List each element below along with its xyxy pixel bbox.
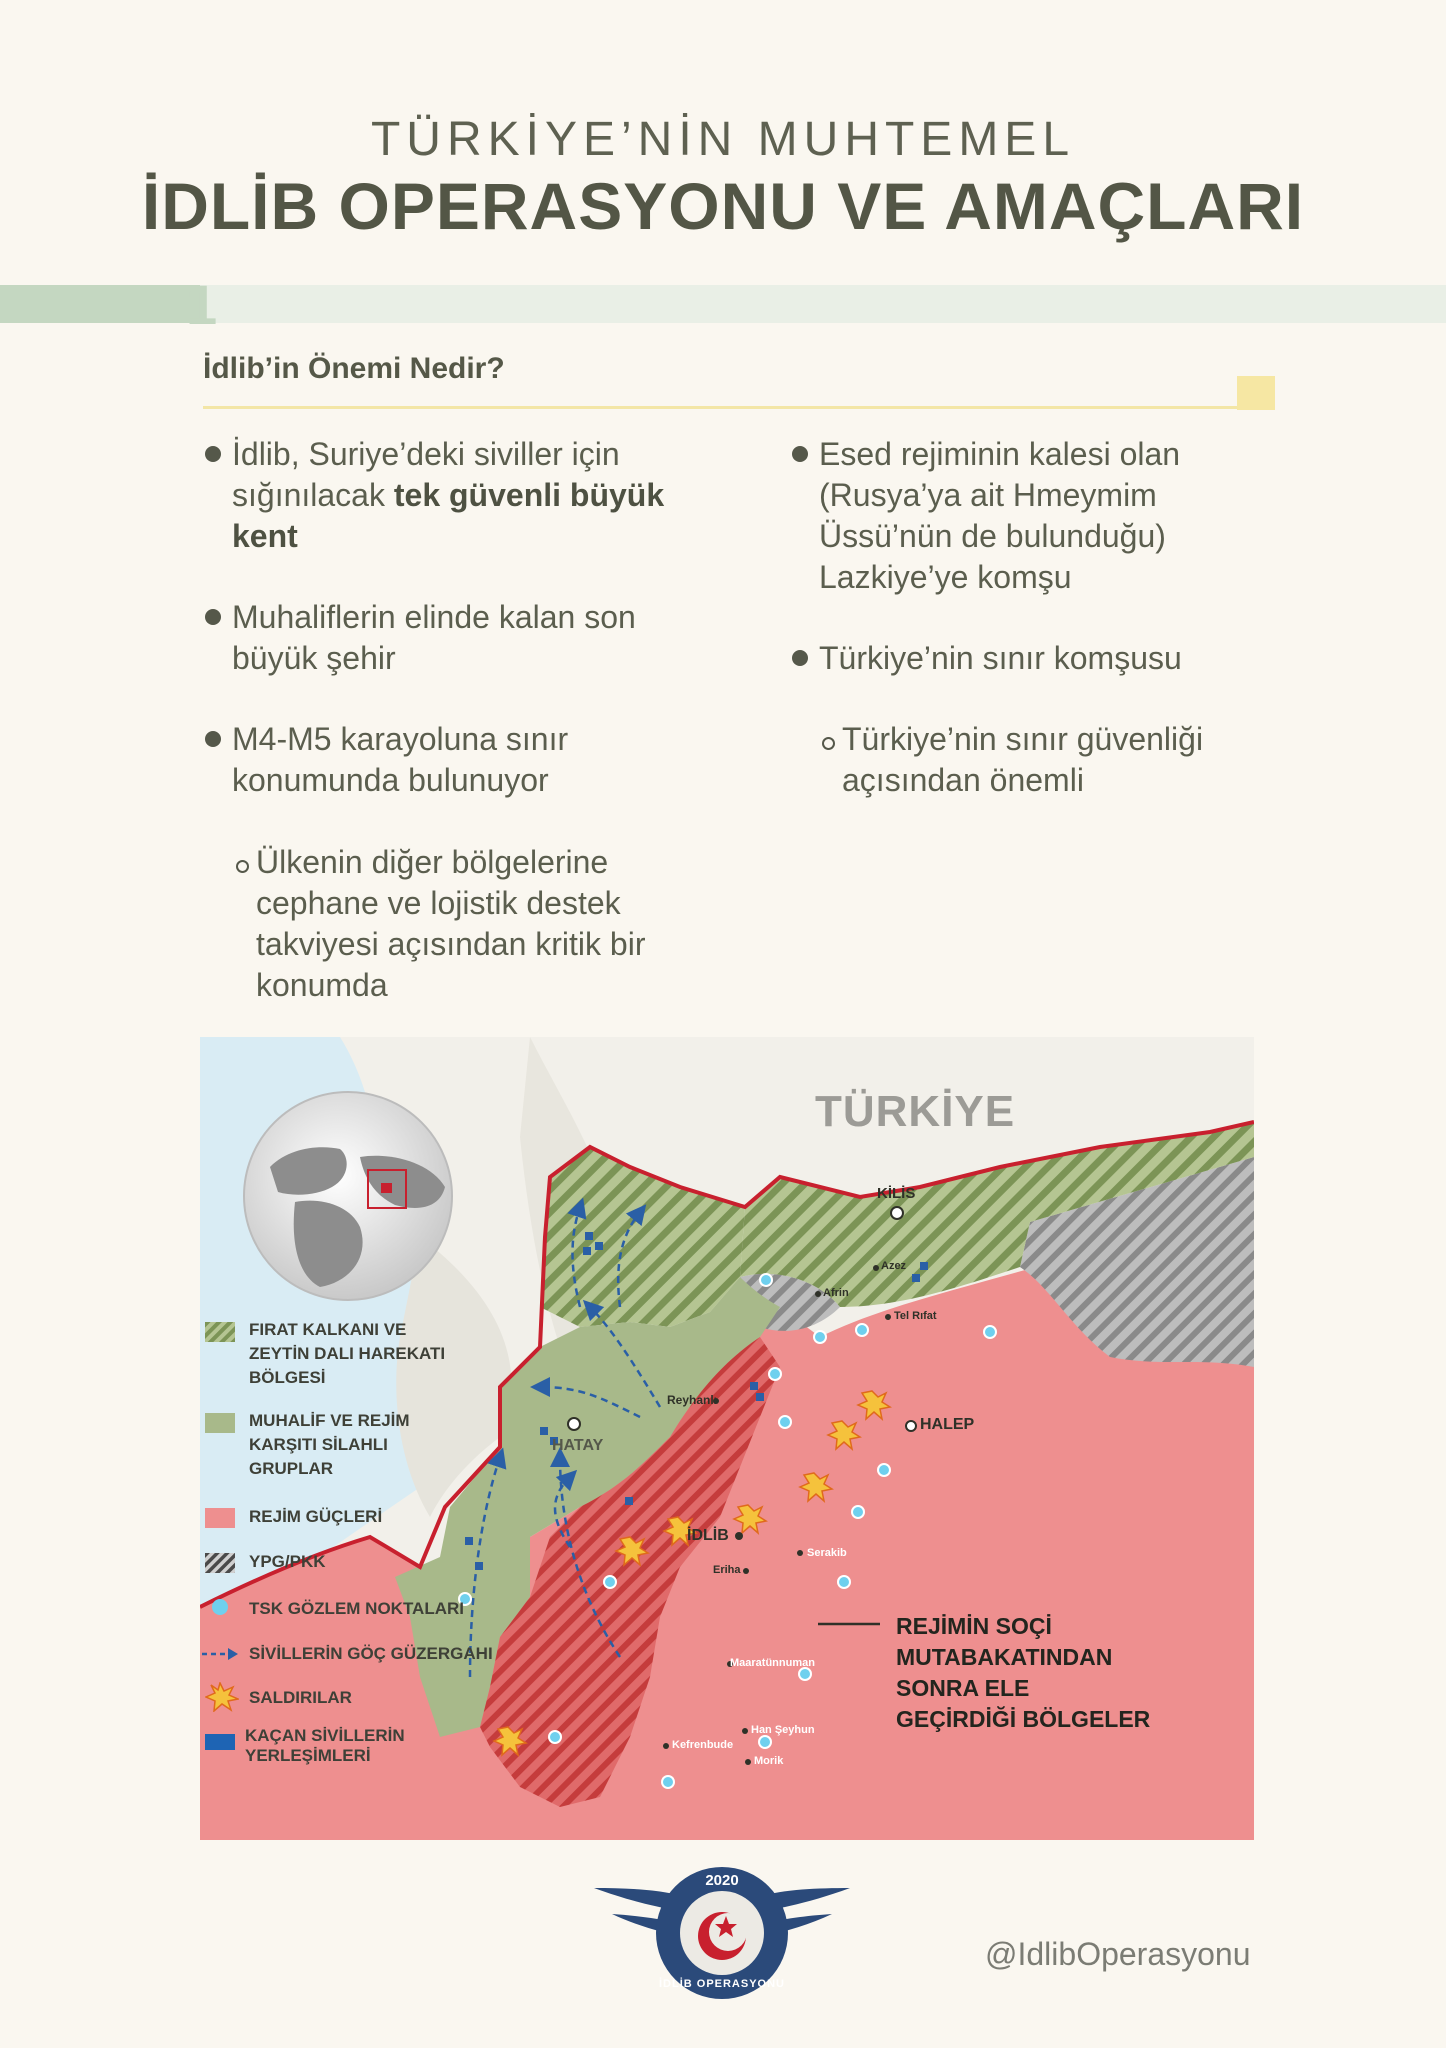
explosion-icon	[205, 1682, 239, 1712]
bullet-dot-icon	[205, 446, 221, 462]
callout-line-1: REJİMİN SOÇİ	[896, 1613, 1052, 1639]
legend-text: SİVİLLERİN GÖÇ GÜZERGAHI	[249, 1644, 493, 1663]
bullet-dot-icon	[205, 609, 221, 625]
callout-line-3: SONRA ELE	[896, 1675, 1030, 1701]
city-label-tel-rifat: Tel Rıfat	[894, 1310, 937, 1322]
bullet-dot-icon	[205, 731, 221, 747]
logo-text: İDLİB OPERASYONU	[658, 1978, 785, 1990]
bullet-item	[205, 719, 705, 801]
city-label-serakib: Serakib	[807, 1547, 847, 1559]
city-label-eriha: Eriha	[713, 1564, 741, 1576]
bullet-text: M4-M5 karayoluna sınır	[232, 721, 569, 757]
sub-bullet-item	[822, 719, 1272, 801]
bullet-text: İdlib, Suriye’deki siviller için	[232, 436, 620, 472]
bullet-bold-text: kent	[232, 518, 298, 554]
bullet-text: Esed rejiminin kalesi olan	[819, 436, 1181, 472]
bullet-item	[205, 597, 705, 679]
bullet-text: Türkiye’nin sınır güvenliği	[842, 721, 1204, 757]
bullet-text: konumunda bulunuyor	[232, 762, 549, 798]
bullet-item	[205, 434, 705, 557]
bullet-dot-icon	[792, 446, 808, 462]
title-line-1: TÜRKİYE’NİN MUHTEMEL	[370, 113, 1076, 166]
red-solid-icon	[205, 1508, 235, 1528]
grey-hatch-icon	[205, 1553, 235, 1573]
globe-highlight-fill	[381, 1183, 392, 1193]
city-label-azez: Azez	[881, 1260, 907, 1272]
bullet-item	[792, 638, 1272, 679]
sub-bullet-circle-icon	[236, 860, 249, 873]
city-label-kilis: KİLİS	[877, 1185, 916, 1202]
bullet-text: Lazkiye’ye komşu	[819, 559, 1072, 595]
legend-text: FIRAT KALKANI VE	[249, 1320, 407, 1339]
dashed-arrow-icon	[201, 1644, 239, 1664]
bullet-text: takviyesi açısından kritik bir	[256, 926, 646, 962]
legend-text: GRUPLAR	[249, 1459, 334, 1478]
section-band-accent	[0, 285, 200, 323]
operation-logo	[592, 1858, 852, 2008]
legend-text: TSK GÖZLEM NOKTALARI	[249, 1599, 464, 1618]
city-label-kefrenbude: Kefrenbude	[672, 1739, 734, 1751]
city-label-halep: HALEP	[920, 1416, 975, 1433]
city-label-maaratunnuman: Maaratünnuman	[730, 1657, 815, 1669]
bullet-text: Türkiye’nin sınır komşusu	[819, 640, 1182, 676]
city-label-afrin: Afrin	[823, 1287, 849, 1299]
blue-square-icon	[205, 1734, 235, 1750]
bullet-text: açısından önemli	[842, 762, 1084, 798]
legend-text: MUHALİF VE REJİM	[249, 1411, 410, 1430]
green-solid-icon	[205, 1413, 235, 1433]
bullet-text: sığınılacak	[232, 477, 394, 513]
bullet-text: cephane ve lojistik destek	[256, 885, 621, 921]
section-underline	[203, 406, 1275, 409]
city-label-hatay: HATAY	[552, 1437, 604, 1454]
bullet-bold-text: tek güvenli büyük	[393, 477, 665, 513]
section-band	[200, 285, 1446, 323]
page-title: İDLİB OPERASYONU VE AMAÇLARI	[141, 169, 1305, 243]
bullet-text: büyük şehir	[232, 640, 396, 676]
bullet-item	[792, 434, 1272, 598]
legend-text: BÖLGESİ	[249, 1368, 326, 1387]
bullet-dot-icon	[792, 650, 808, 666]
city-label-reyhanli: Reyhanlı	[667, 1393, 718, 1407]
sub-bullet-circle-icon	[822, 737, 835, 750]
section-underline-box	[1237, 376, 1275, 410]
legend-text: SALDIRILAR	[249, 1688, 352, 1707]
country-label-turkiye: TÜRKİYE	[815, 1087, 1016, 1136]
callout-line-4: GEÇİRDİĞİ BÖLGELER	[896, 1706, 1151, 1732]
bullet-text: (Rusya’ya ait Hmeymim	[819, 477, 1157, 513]
sub-bullet-item	[236, 842, 706, 1006]
callout-text	[896, 1611, 1150, 1735]
city-label-morik: Morik	[754, 1755, 784, 1767]
bullet-text: Üssü’nün de bulunduğu)	[819, 518, 1166, 554]
social-handle[interactable]: @IdlibOperasyonu	[985, 1936, 1251, 1972]
legend-text: YERLEŞİMLERİ	[245, 1746, 371, 1765]
bullet-text: konumda	[256, 967, 388, 1003]
legend-text: KAÇAN SİVİLLERİN	[245, 1726, 405, 1745]
bullet-text: Ülkenin diğer bölgelerine	[256, 844, 609, 880]
logo-year: 2020	[705, 1872, 739, 1889]
city-label-idlib: İDLİB	[687, 1527, 729, 1544]
callout-line-2: MUTABAKATINDAN	[896, 1644, 1113, 1670]
legend-text: KARŞITI SİLAHLI	[249, 1435, 388, 1454]
city-label-han-seyhun: Han Şeyhun	[751, 1724, 815, 1736]
section-title: İdlib’in Önemi Nedir?	[203, 352, 505, 385]
legend-text: REJİM GÜÇLERİ	[249, 1507, 383, 1526]
observation-point-icon	[212, 1599, 228, 1615]
bullet-text: Muhaliflerin elinde kalan son	[232, 599, 636, 635]
section-number: 1	[186, 273, 218, 336]
legend-text: YPG/PKK	[249, 1552, 326, 1571]
legend-text: ZEYTİN DALI HAREKATI	[249, 1344, 446, 1363]
green-hatch-icon	[205, 1322, 235, 1342]
